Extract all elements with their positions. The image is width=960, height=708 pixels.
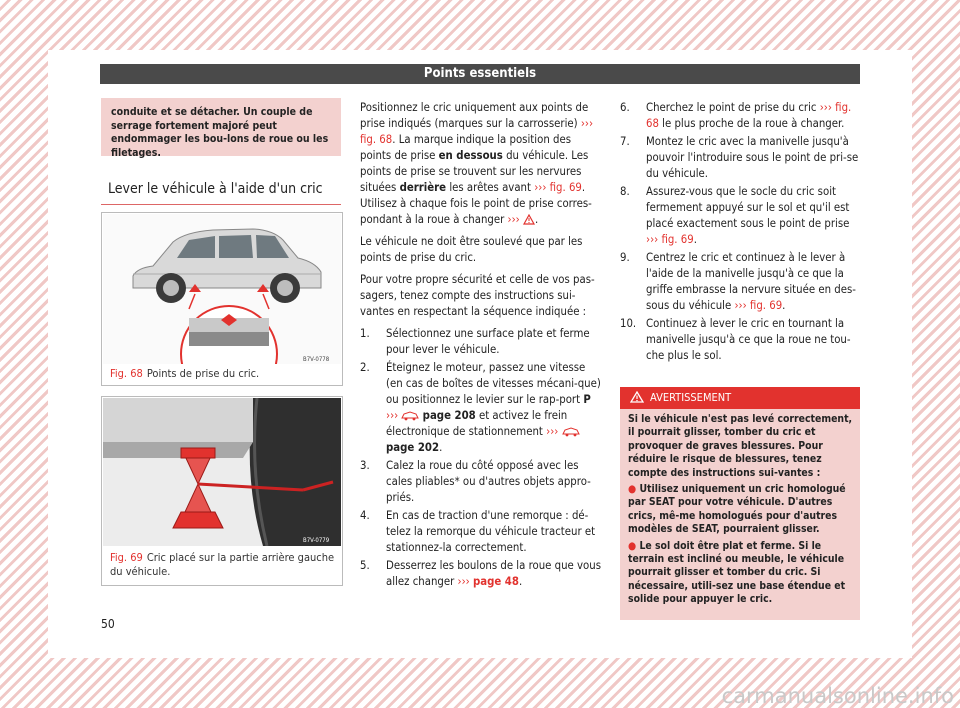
section-header: Points essentiels — [100, 64, 860, 84]
step-2: 2. Éteignez le moteur, passez une vitesse (en cas de boîtes de vitesses mécani-que) ou positionnez le levier sur le rap-port P ››› page 208 et activez le frein électronique de stationnement ››› page 202. — [360, 361, 601, 454]
warning-title: AVERTISSEMENT — [650, 391, 732, 404]
step-text: Sélectionnez une surface plate et ferme pour lever le véhicule. — [386, 327, 590, 356]
arrow-glyph: ››› — [457, 575, 470, 588]
step-text: Cherchez le point de prise du cric — [646, 101, 817, 114]
step-9-link-fig69[interactable] — [734, 299, 782, 312]
intro-bold-dessous: en dessous — [438, 149, 503, 162]
step-text: Centrez le cric et continuez à le lever à l'aide de la manivelle jusqu'à ce que la griffe embrasse la nervure située en des-sous du véhicule — [646, 251, 856, 312]
step-text-b: et activez le frein électronique de stationnement — [386, 409, 568, 438]
step-number: 9. — [620, 251, 630, 264]
figure-69-code: B7V-0779 — [303, 537, 330, 544]
car-icon — [401, 410, 419, 421]
figure-69-ref: Fig. 69 — [110, 551, 143, 564]
step-6 — [620, 100, 860, 132]
arrow-glyph: ››› — [507, 213, 520, 226]
step-9-link-label: fig. 69 — [749, 299, 783, 312]
step-number: 8. — [620, 185, 630, 198]
figure-69-caption — [110, 551, 336, 579]
intro-text-c: du véhicule. Les points de prise se trouvent sur les nervures situées — [360, 149, 589, 194]
step-number: 6. — [620, 101, 630, 114]
intro-link-fig68-label: fig. 68 — [360, 133, 393, 146]
step-text: Montez le cric avec la manivelle jusqu'à pouvoir l'introduire sous le point de pri-se du véhicule. — [646, 135, 859, 180]
steps-list-6-10 — [620, 100, 860, 364]
step-number: 7. — [620, 135, 630, 148]
arrow-glyph: ››› — [534, 181, 547, 194]
arrow-glyph: ››› — [819, 101, 832, 114]
steps-list-1-5 — [360, 326, 602, 590]
arrow-glyph: ››› — [734, 299, 747, 312]
warning-intro: Si le véhicule n'est pas levé correctement, il pourrait glisser, tomber du cric et provoquer de graves blessures. Pour réduire le risque de blessures, tenez compte des instructions sui-vantes : — [628, 413, 853, 479]
intro-paragraph: Positionnez le cric uniquement aux points de prise indiqués (marques sur la carrosserie) ››› fig. 68. La marque indique la position des points de prise en dessous du véhicule. Les points de prise se trouvent sur les nervures situées derrière les arêtes avant ››› fig. 69. Utilisez à chaque fois le point de prise corres-pondant à la roue à changer ››› . — [360, 101, 594, 226]
gear-p-label: P — [583, 393, 591, 406]
figure-69-image — [103, 398, 341, 546]
step-text: Desserrez les boulons de la roue que vous allez changer — [386, 559, 601, 588]
intro-link-fig69[interactable] — [534, 181, 582, 194]
intro-text-e: . Utilisez à chaque fois le point de prise corres-pondant à la roue à changer — [360, 181, 592, 226]
intro-link-warning[interactable] — [508, 213, 535, 226]
arrow-glyph: ››› — [580, 117, 594, 130]
figure-68-caption-text: Points de prise du cric. — [146, 367, 260, 380]
warning-bullet-text: Utilisez uniquement un cric homologué par SEAT pour votre véhicule. D'autres crics, mê-me homologués pour d'autres modèles de SEAT, pourraient glisser. — [628, 483, 846, 536]
step-2-page202-label: page 202 — [386, 441, 440, 454]
warning-bullet-2 — [628, 540, 854, 607]
step-4 — [360, 508, 602, 556]
middle-column — [360, 100, 602, 592]
figure-68-ref: Fig. 68 — [110, 367, 143, 380]
step-9: 9. Centrez le cric et continuez à le lever à l'aide de la manivelle jusqu'à ce que la griffe embrasse la nervure située en des-sous du véhicule ››› fig. 69. — [620, 251, 856, 312]
figure-68-code: B7V-0778 — [303, 356, 330, 363]
car-icon — [562, 426, 580, 437]
arrow-glyph: ››› — [646, 233, 659, 246]
step-1 — [360, 326, 602, 358]
step-number: 5. — [360, 559, 370, 572]
continued-warning-box — [101, 98, 341, 159]
figure-68-image — [103, 214, 341, 364]
warning-body — [628, 413, 854, 610]
paragraph-3: Pour votre propre sécurité et celle de vos pas-sagers, tenez compte des instructions sui-vantes en respectant la séquence indiquée : — [360, 273, 595, 318]
step-2-link-page208[interactable] — [386, 409, 476, 422]
step-number: 3. — [360, 459, 370, 472]
step-text: Éteignez le moteur, passez une vitesse (en cas de boîtes de vitesses mécani-que) ou positionnez le levier sur le rap-port — [386, 361, 601, 406]
step-5-link-page48[interactable] — [458, 575, 519, 588]
figure-69-caption-text: Cric placé sur la partie arrière gauche du véhicule. — [110, 551, 335, 578]
arrow-glyph: ››› — [546, 425, 559, 438]
step-number: 2. — [360, 361, 370, 374]
step-number: 4. — [360, 509, 370, 522]
jack-under-car-illustration — [103, 398, 341, 546]
watermark: carmanualsonline.info — [721, 684, 954, 708]
step-text: Assurez-vous que le socle du cric soit fermement appuyé sur le sol et qu'il est placé exactement sous le point de prise — [646, 185, 850, 230]
warning-triangle-icon — [523, 214, 535, 225]
warning-box — [620, 387, 860, 620]
step-text: Calez la roue du côté opposé avec les cales pliables* ou d'autres objets appro-priés. — [386, 459, 591, 504]
step-2-page208-label: page 208 — [422, 409, 476, 422]
bullet-icon: ● — [628, 483, 637, 496]
intro-bold-derriere: derrière — [399, 181, 447, 194]
step-number: 10. — [620, 317, 637, 330]
warning-bullet-text: Le sol doit être plat et ferme. Si le terrain est incliné ou meuble, le véhicule pourrait glisser et tomber du cric. Si nécessaire, utili-sez une base étendue et solide pour appuyer le cric. — [628, 539, 846, 606]
section-title: Lever le véhicule à l'aide d'un cric — [108, 181, 323, 197]
step-8-link-label: fig. 69 — [661, 233, 694, 246]
step-5: 5. Desserrez les boulons de la roue que vous allez changer ››› page 48. — [360, 559, 601, 588]
intro-link-fig69-label: fig. 69 — [549, 181, 582, 194]
step-8: 8. Assurez-vous que le socle du cric soit fermement appuyé sur le sol et qu'il est placé exactement sous le point de prise ››› fig. 69. — [620, 185, 850, 246]
paragraph-2: Le véhicule ne doit être soulevé que par les points de prise du cric. — [360, 235, 583, 264]
figure-69 — [101, 396, 343, 586]
step-text-b: le plus proche de la roue à changer. — [662, 117, 845, 130]
continued-warning-text: conduite et se détacher. Un couple de serrage fortement majoré peut endommager les bou-lons de roue ou les filetages. — [111, 106, 329, 159]
right-column — [620, 100, 860, 366]
step-number: 1. — [360, 327, 370, 340]
step-10 — [620, 316, 860, 364]
step-6-link-label: fig. 68 — [646, 101, 852, 130]
step-5-page48-label: page 48 — [472, 575, 519, 588]
warning-triangle-icon — [630, 391, 644, 403]
page-number: 50 — [101, 617, 115, 631]
step-7 — [620, 134, 860, 182]
step-text: En cas de traction d'une remorque : dé-telez la remorque du véhicule tracteur et stationnez-la correctement. — [386, 509, 596, 554]
intro-text-b: . La marque indique la position des points de prise — [360, 133, 571, 162]
figure-68 — [101, 212, 343, 386]
car-jack-points-illustration — [103, 214, 341, 364]
figure-68-caption — [110, 367, 259, 381]
section-title-rule — [101, 204, 341, 205]
intro-text-d: les arêtes avant — [449, 181, 531, 194]
step-text: Continuez à lever le cric en tournant la manivelle jusqu'à ce que la roue ne tou-che plus le sol. — [646, 317, 851, 362]
arrow-glyph: ››› — [386, 409, 399, 422]
warning-bullet-1 — [628, 483, 854, 537]
bullet-icon: ● — [628, 539, 637, 552]
step-8-link-fig69[interactable] — [646, 233, 694, 246]
intro-text-a: Positionnez le cric uniquement aux points de prise indiqués (marques sur la carrosserie) — [360, 101, 589, 130]
step-3 — [360, 458, 602, 506]
warning-header — [620, 387, 860, 409]
